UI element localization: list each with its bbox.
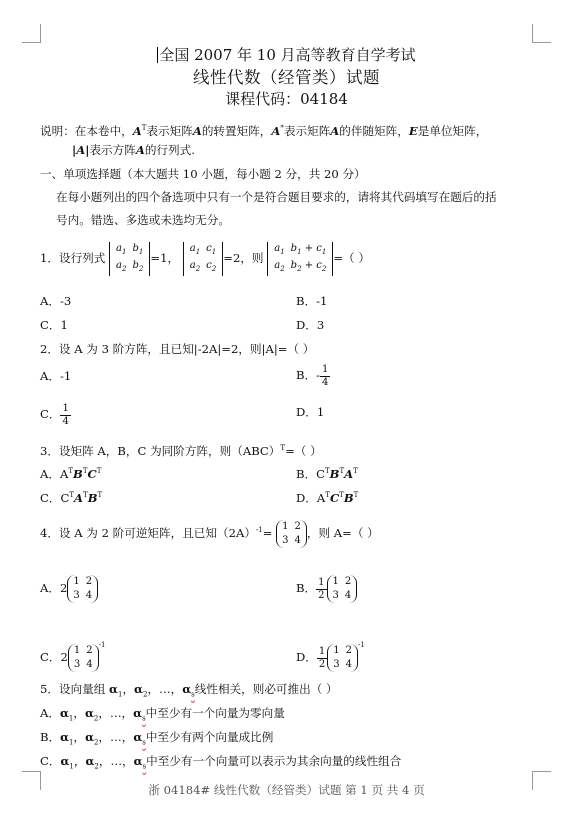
section-heading: 一、单项选择题（本大题共 10 小题，每小题 2 分，共 20 分） bbox=[40, 167, 366, 181]
question-1-option-b: B．-1 bbox=[296, 294, 328, 308]
matrix: 1 2 3 4 bbox=[67, 575, 98, 603]
question-5-option-a: A．$\alpha_1$，$\alpha_2$，…，$\alpha_s$中至少有一个向量为零向量 bbox=[40, 706, 285, 723]
crop-mark-top-right bbox=[532, 24, 551, 43]
question-3-stem: 3．设矩阵 A，B，C 为同阶方阵，则（ABC）$^T$=（ ） bbox=[40, 443, 322, 458]
question-4-option-a: A．2 1 2 3 4 bbox=[40, 570, 98, 606]
question-5-option-b: B．$\alpha_1$，$\alpha_2$，…，$\alpha_s$中至少有两个向量成比例 bbox=[40, 730, 274, 747]
question-3-option-b: B．$C^TB^TA^T$ bbox=[296, 466, 358, 481]
course-title: 线性代数（经管类）试题 bbox=[193, 68, 380, 87]
question-1-option-c: C．1 bbox=[40, 318, 68, 332]
determinant-3: $a_1$ $b_1 + c_1$ $a_2$ $b_2 + c_2$ bbox=[267, 242, 333, 276]
question-3-option-a: A．$A^TB^TC^T$ bbox=[40, 466, 102, 481]
question-2-option-d: D．1 bbox=[296, 405, 325, 419]
question-4-stem: 4．设 A 为 2 阶可逆矩阵，且已知$(2A)^{-1}= 1$ 2 3 4，则 A=（ ） bbox=[40, 520, 379, 546]
question-4-option-b: B． $\frac{1}{2}$ 1 2 3 4 bbox=[296, 570, 357, 606]
instructions-line-1: 说明：在本卷中，$A^T$表示矩阵A的转置矩阵，A*表示矩阵A的伴随矩阵，E是单位矩阵， bbox=[40, 123, 488, 138]
exam-title: 全国 2007 年 10 月高等教育自学考试 bbox=[159, 46, 416, 64]
question-4-option-d: D． $\frac{1}{2}$ 1 2 3 $4^{-1}$ bbox=[296, 641, 365, 670]
fraction: $\frac{1}{2}$ bbox=[318, 576, 325, 601]
matrix: 1 2 3 4 bbox=[276, 520, 307, 548]
question-2-option-c: C． $\frac{1}{4}$ bbox=[40, 402, 69, 427]
question-1-option-a: A．-3 bbox=[40, 294, 72, 308]
question-2-option-b: B．- $\frac{1}{4}$ bbox=[296, 363, 329, 388]
determinant-2: $a_1$ $c_1$ $a_2$ $c_2$ bbox=[183, 242, 224, 276]
course-code: 课程代码：04184 bbox=[225, 90, 348, 108]
matrix: 1 2 3 4 bbox=[327, 644, 358, 672]
question-2-option-a: A．-1 bbox=[40, 369, 72, 383]
fraction: $\frac{1}{4}$ bbox=[62, 402, 69, 427]
determinant-1: $a_1$ $b_1$ $a_2$ $b_2$ bbox=[109, 242, 150, 276]
page-footer: 浙 04184# 线性代数（经管类）试题 第 1 页 共 4 页 bbox=[148, 783, 425, 797]
matrix: 1 2 3 4 bbox=[327, 575, 358, 603]
question-2-stem: 2．设 A 为 3 阶方阵，且已知|-2A|=2，则|A|=（ ） bbox=[40, 342, 315, 356]
fraction: $\frac{1}{2}$ bbox=[318, 645, 326, 670]
question-3-option-d: D．$A^TC^TB^T$ bbox=[296, 490, 359, 505]
instructions-line-2: |A|表示方阵A的行列式. bbox=[72, 143, 195, 157]
question-3-option-c: C．$C^TA^TB^T$ bbox=[40, 490, 103, 505]
question-1-stem: 1．设行列式 $a_1$ $b_1$ $a_2$ $b_2=1$， $a_1$ $c_1$ $a_2$ $c_2=2$，则 $a_1$ $b_1 + c_1$ $a_2$ $b_2 + c_2=$（ ） bbox=[40, 242, 370, 276]
section-desc-1: 在每小题列出的四个备选项中只有一个是符合题目要求的，请将其代码填写在题后的括 bbox=[56, 190, 497, 204]
matrix: 1 2 3 4 bbox=[68, 644, 99, 672]
crop-mark-top-left bbox=[22, 24, 41, 43]
question-5-stem: 5．设向量组 $\alpha_1$，$\alpha_2$，…，$\alpha_s$线性相关，则必可推出（ ） bbox=[40, 682, 338, 699]
question-5-option-c: C．$\alpha_1$，$\alpha_2$，…，$\alpha_s$中至少有一个向量可以表示为其余向量的线性组合 bbox=[40, 754, 402, 771]
question-1-option-d: D．3 bbox=[296, 318, 325, 332]
question-4-option-c: C．2 1 2 3 $4^{-1}$ bbox=[40, 641, 106, 670]
section-desc-2: 号内。错选、多选或未选均无分。 bbox=[56, 213, 230, 227]
fraction: $\frac{1}{4}$ bbox=[322, 363, 329, 388]
